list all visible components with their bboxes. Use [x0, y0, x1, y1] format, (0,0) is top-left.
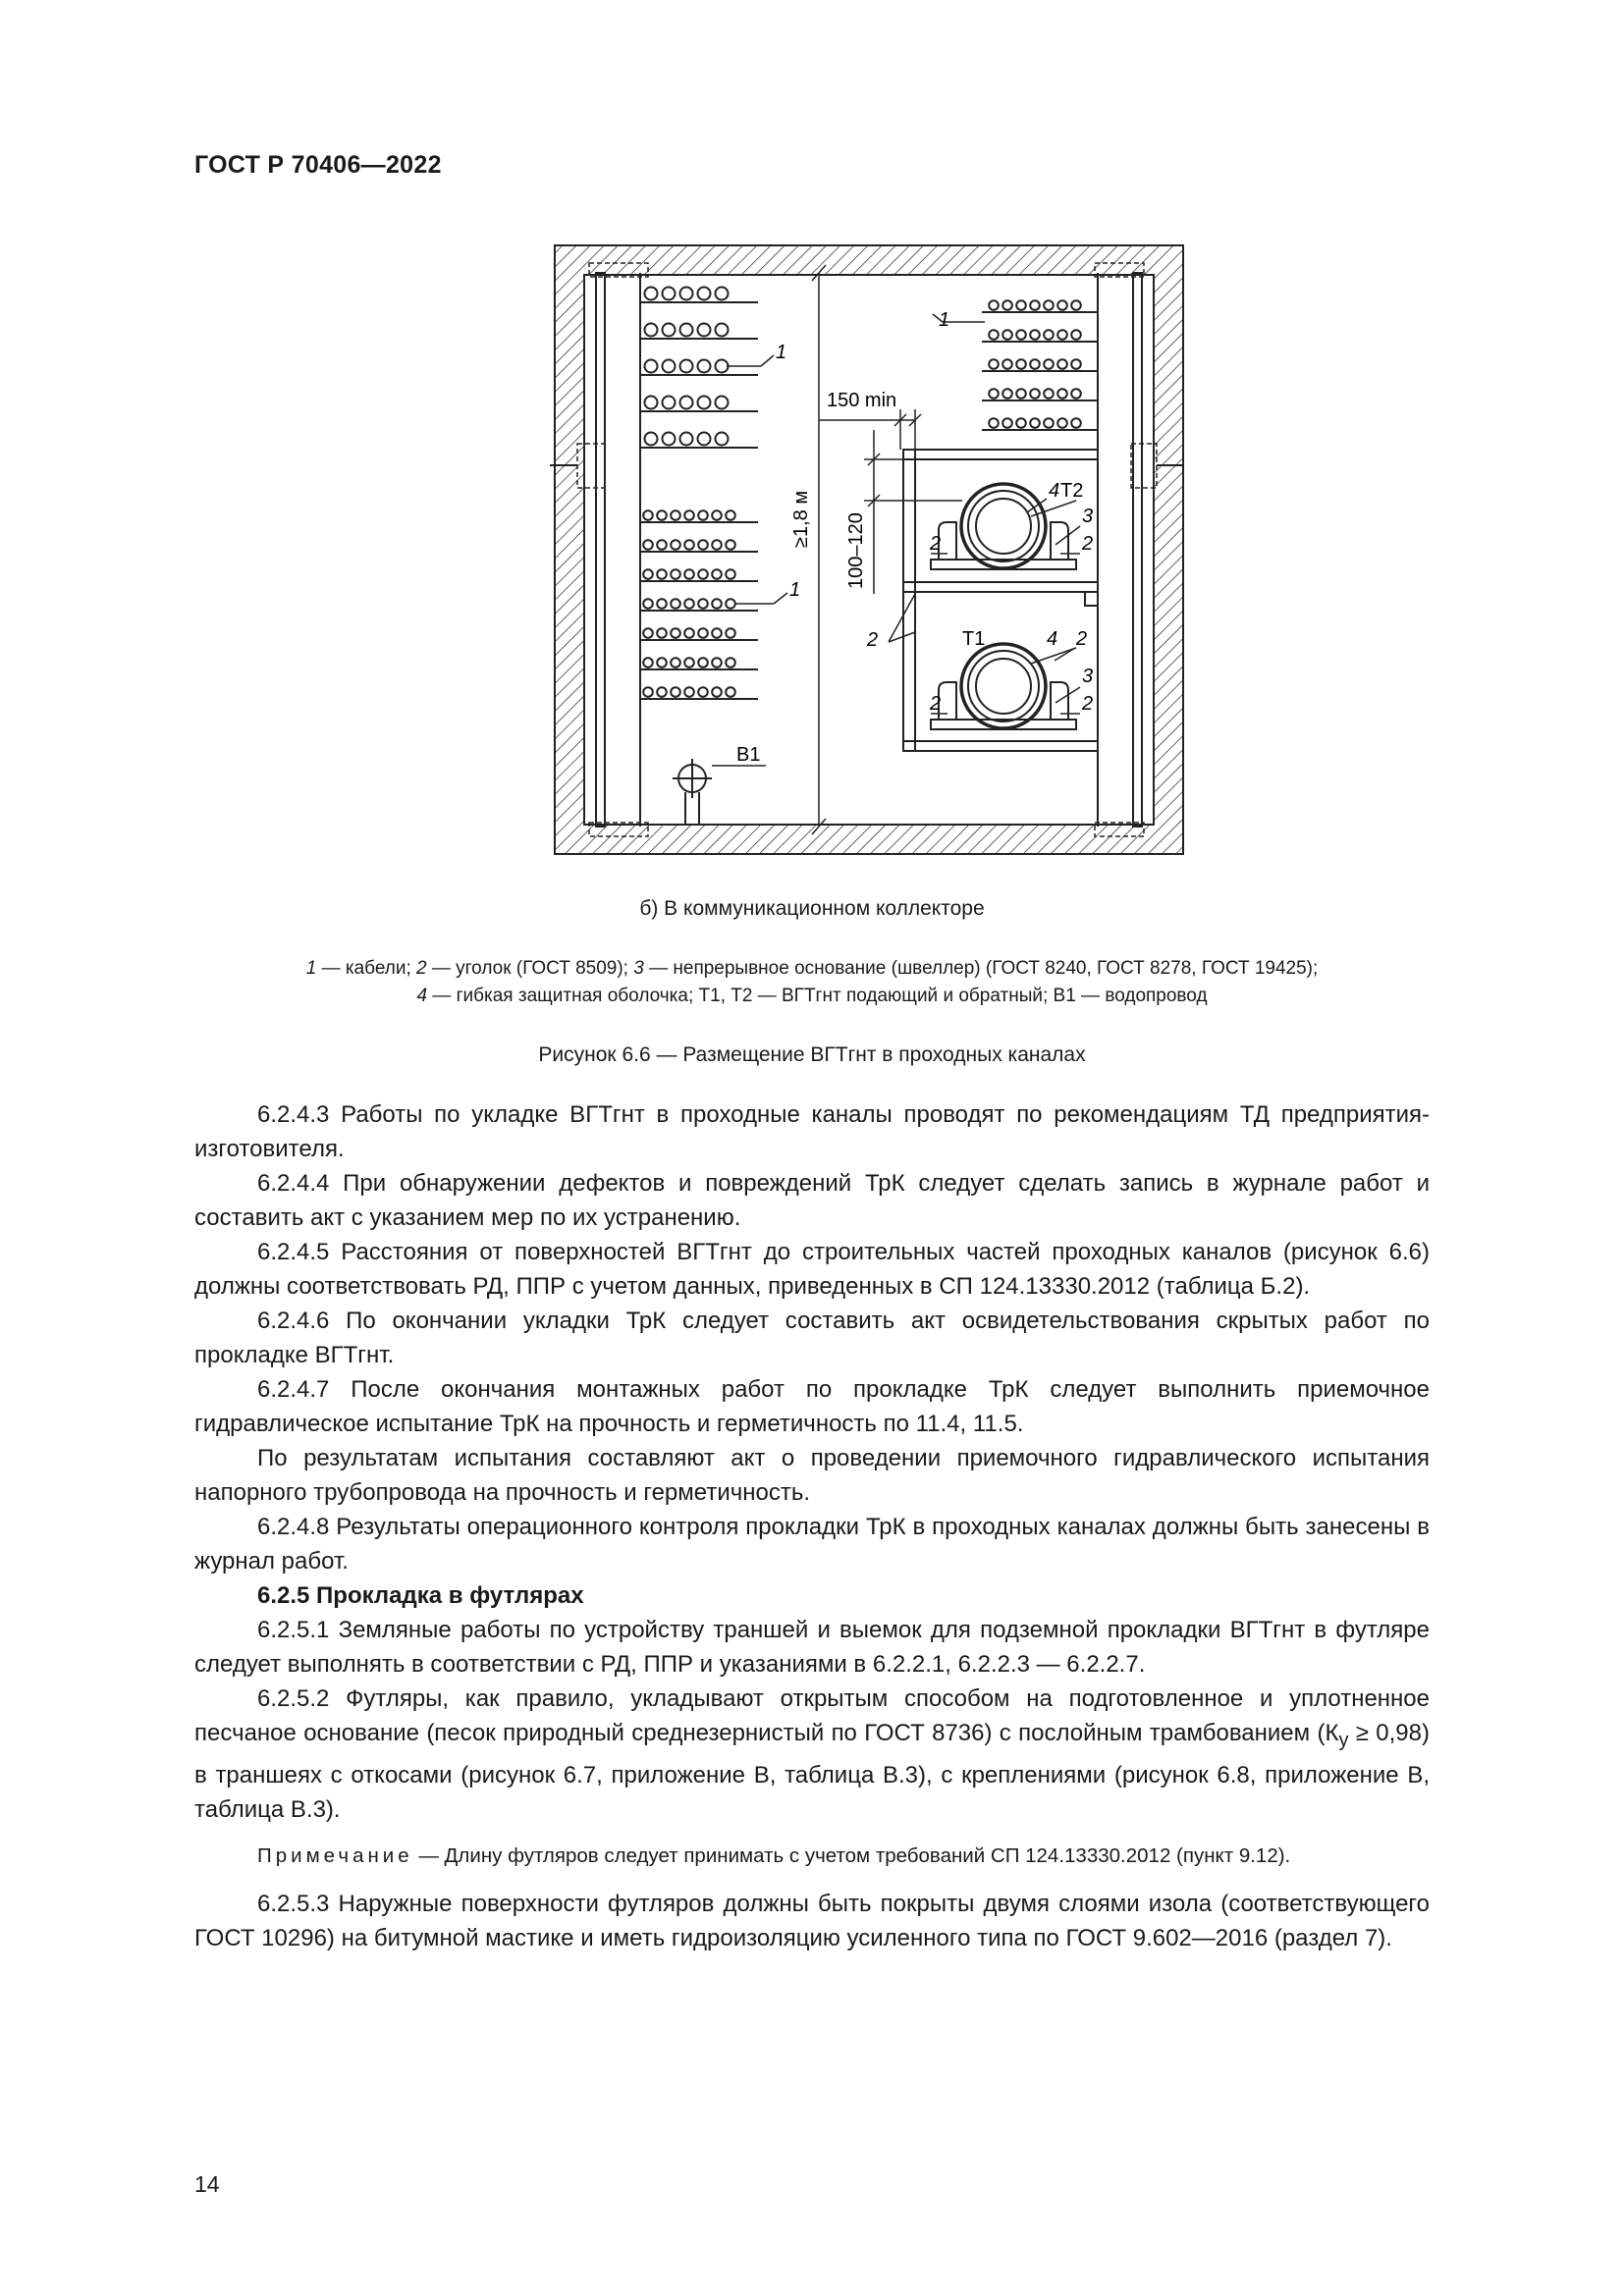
paragraph-6-2-5-3: 6.2.5.3 Наружные поверхности футляров должны быть покрыты двумя слоями изола (соответствующего ГОСТ 10296) на битумной мастике и иметь гидроизоляцию усиленного типа по ГОСТ 9.602—2016 (раздел 7). [194, 1890, 1430, 1951]
paragraph-6-2-4-5: 6.2.4.5 Расстояния от поверхностей ВГТгнт до строительных частей проходных каналов (рисунок 6.6) должны соответствовать РД, ППР с учетом данных, приведенных в СП 124.13330.2012 (таблица Б.2). [194, 1239, 1430, 1300]
label-t2: Т2 [1060, 480, 1084, 502]
label-height: ≥1,8 м [790, 490, 812, 548]
paragraph-6-2-4-3: 6.2.4.3 Работы по укладке ВГТгнт в проходные каналы проводят по рекомендациям ТД предприятия-изготовителя. [194, 1101, 1430, 1162]
label-3-t1: 3 [1082, 666, 1094, 687]
figure-title: Рисунок 6.6 — Размещение ВГТгнт в проходных каналах [538, 1043, 1086, 1066]
label-2-frame: 2 [867, 629, 879, 651]
label-3-t2: 3 [1082, 506, 1094, 527]
left-post [596, 273, 605, 827]
paragraph-test-results: По результатам испытания составляют акт о проведении приемочного гидравлического испытания напорного трубопровода на прочность и герметичность. [194, 1445, 1430, 1506]
figure-subcaption: б) В коммуникационном коллекторе [639, 897, 985, 920]
label-2-t1-right: 2 [1082, 693, 1094, 715]
label-2-t2-left: 2 [930, 533, 942, 555]
label-2-t1-left: 2 [930, 693, 942, 715]
label-4-t2: 4 [1049, 480, 1060, 502]
left-cable-shelves-upper [640, 288, 758, 449]
collector-figure [530, 236, 1198, 864]
water-pipe-b1 [673, 759, 766, 825]
label-1-right: 1 [939, 309, 950, 331]
right-post [1133, 273, 1142, 827]
label-150-min: 150 min [827, 390, 897, 411]
legend-line-2: 4 — гибкая защитная оболочка; Т1, Т2 — ВГТгнт подающий и обратный; В1 — водопровод [416, 986, 1208, 1006]
label-100-120: 100–120 [845, 512, 867, 589]
label-b1: В1 [736, 744, 761, 766]
section-heading-6-2-5: 6.2.5 Прокладка в футлярах [257, 1582, 584, 1609]
legend-line-1: 1 — кабели; 2 — уголок (ГОСТ 8509); 3 — непрерывное основание (швеллер) (ГОСТ 8240, ГОСТ 8278, ГОСТ 19425); [305, 958, 1319, 979]
paragraph-6-2-5-2: 6.2.5.2 Футляры, как правило, укладывают открытым способом на подготовленное и уплотненное песчаное основание (песок природный среднезернистый по ГОСТ 8736) с послойным трамбованием $(К_у \ge 0,98)$ в траншеях с откосами (рисунок 6.7, приложение В, таблица В.3), с креплениями (рисунок 6.8, приложение В, таблица В.3). [194, 1685, 1430, 1823]
body-text [194, 1097, 1430, 1955]
document-header: ГОСТ Р 70406—2022 [194, 151, 442, 179]
note-label: Примечание [257, 1843, 413, 1867]
label-2-t1-top: 2 [1076, 628, 1088, 650]
collector-drawing [530, 236, 1198, 864]
label-2-t2-right: 2 [1082, 533, 1094, 555]
left-cable-shelves-lower [640, 510, 758, 699]
label-t1: Т1 [962, 628, 986, 650]
paragraph-6-2-4-6: 6.2.4.6 По окончании укладки ТрК следует составить акт освидетельствования скрытых работ по прокладке ВГТгнт. [194, 1308, 1430, 1368]
page-number: 14 [194, 2171, 220, 2197]
paragraph-6-2-4-4: 6.2.4.4 При обнаружении дефектов и повреждений ТрК следует сделать запись в журнале работ и составить акт с указанием мер по их устранению. [194, 1170, 1430, 1231]
pipe-t1 [931, 644, 1076, 729]
height-dimension [812, 265, 826, 834]
paragraph-6-2-4-8: 6.2.4.8 Результаты операционного контроля прокладки ТрК в проходных каналах должны быть занесены в журнал работ. [194, 1514, 1430, 1575]
note: Примечание — Длину футляров следует принимать с учетом требований СП 124.13330.2012 (пункт 9.12). [257, 1843, 1291, 1867]
label-1-upper: 1 [776, 342, 787, 363]
label-4-t1: 4 [1047, 628, 1058, 650]
right-cable-shelves [982, 300, 1098, 430]
paragraph-6-2-5-1: 6.2.5.1 Земляные работы по устройству траншей и выемок для подземной прокладки ВГТгнт в футляре следует выполнять в соответствии с РД, ППР и указаниями в 6.2.2.1, 6.2.2.3 — 6.2.2.7. [194, 1617, 1430, 1678]
figure-legend [196, 955, 1428, 1010]
paragraph-6-2-4-7: 6.2.4.7 После окончания монтажных работ по прокладке ТрК следует выполнить приемочное гидравлическое испытание ТрК на прочность и герметичность по 11.4, 11.5. [194, 1376, 1430, 1437]
label-1-lower: 1 [789, 579, 801, 601]
dimension-150 [819, 409, 921, 450]
